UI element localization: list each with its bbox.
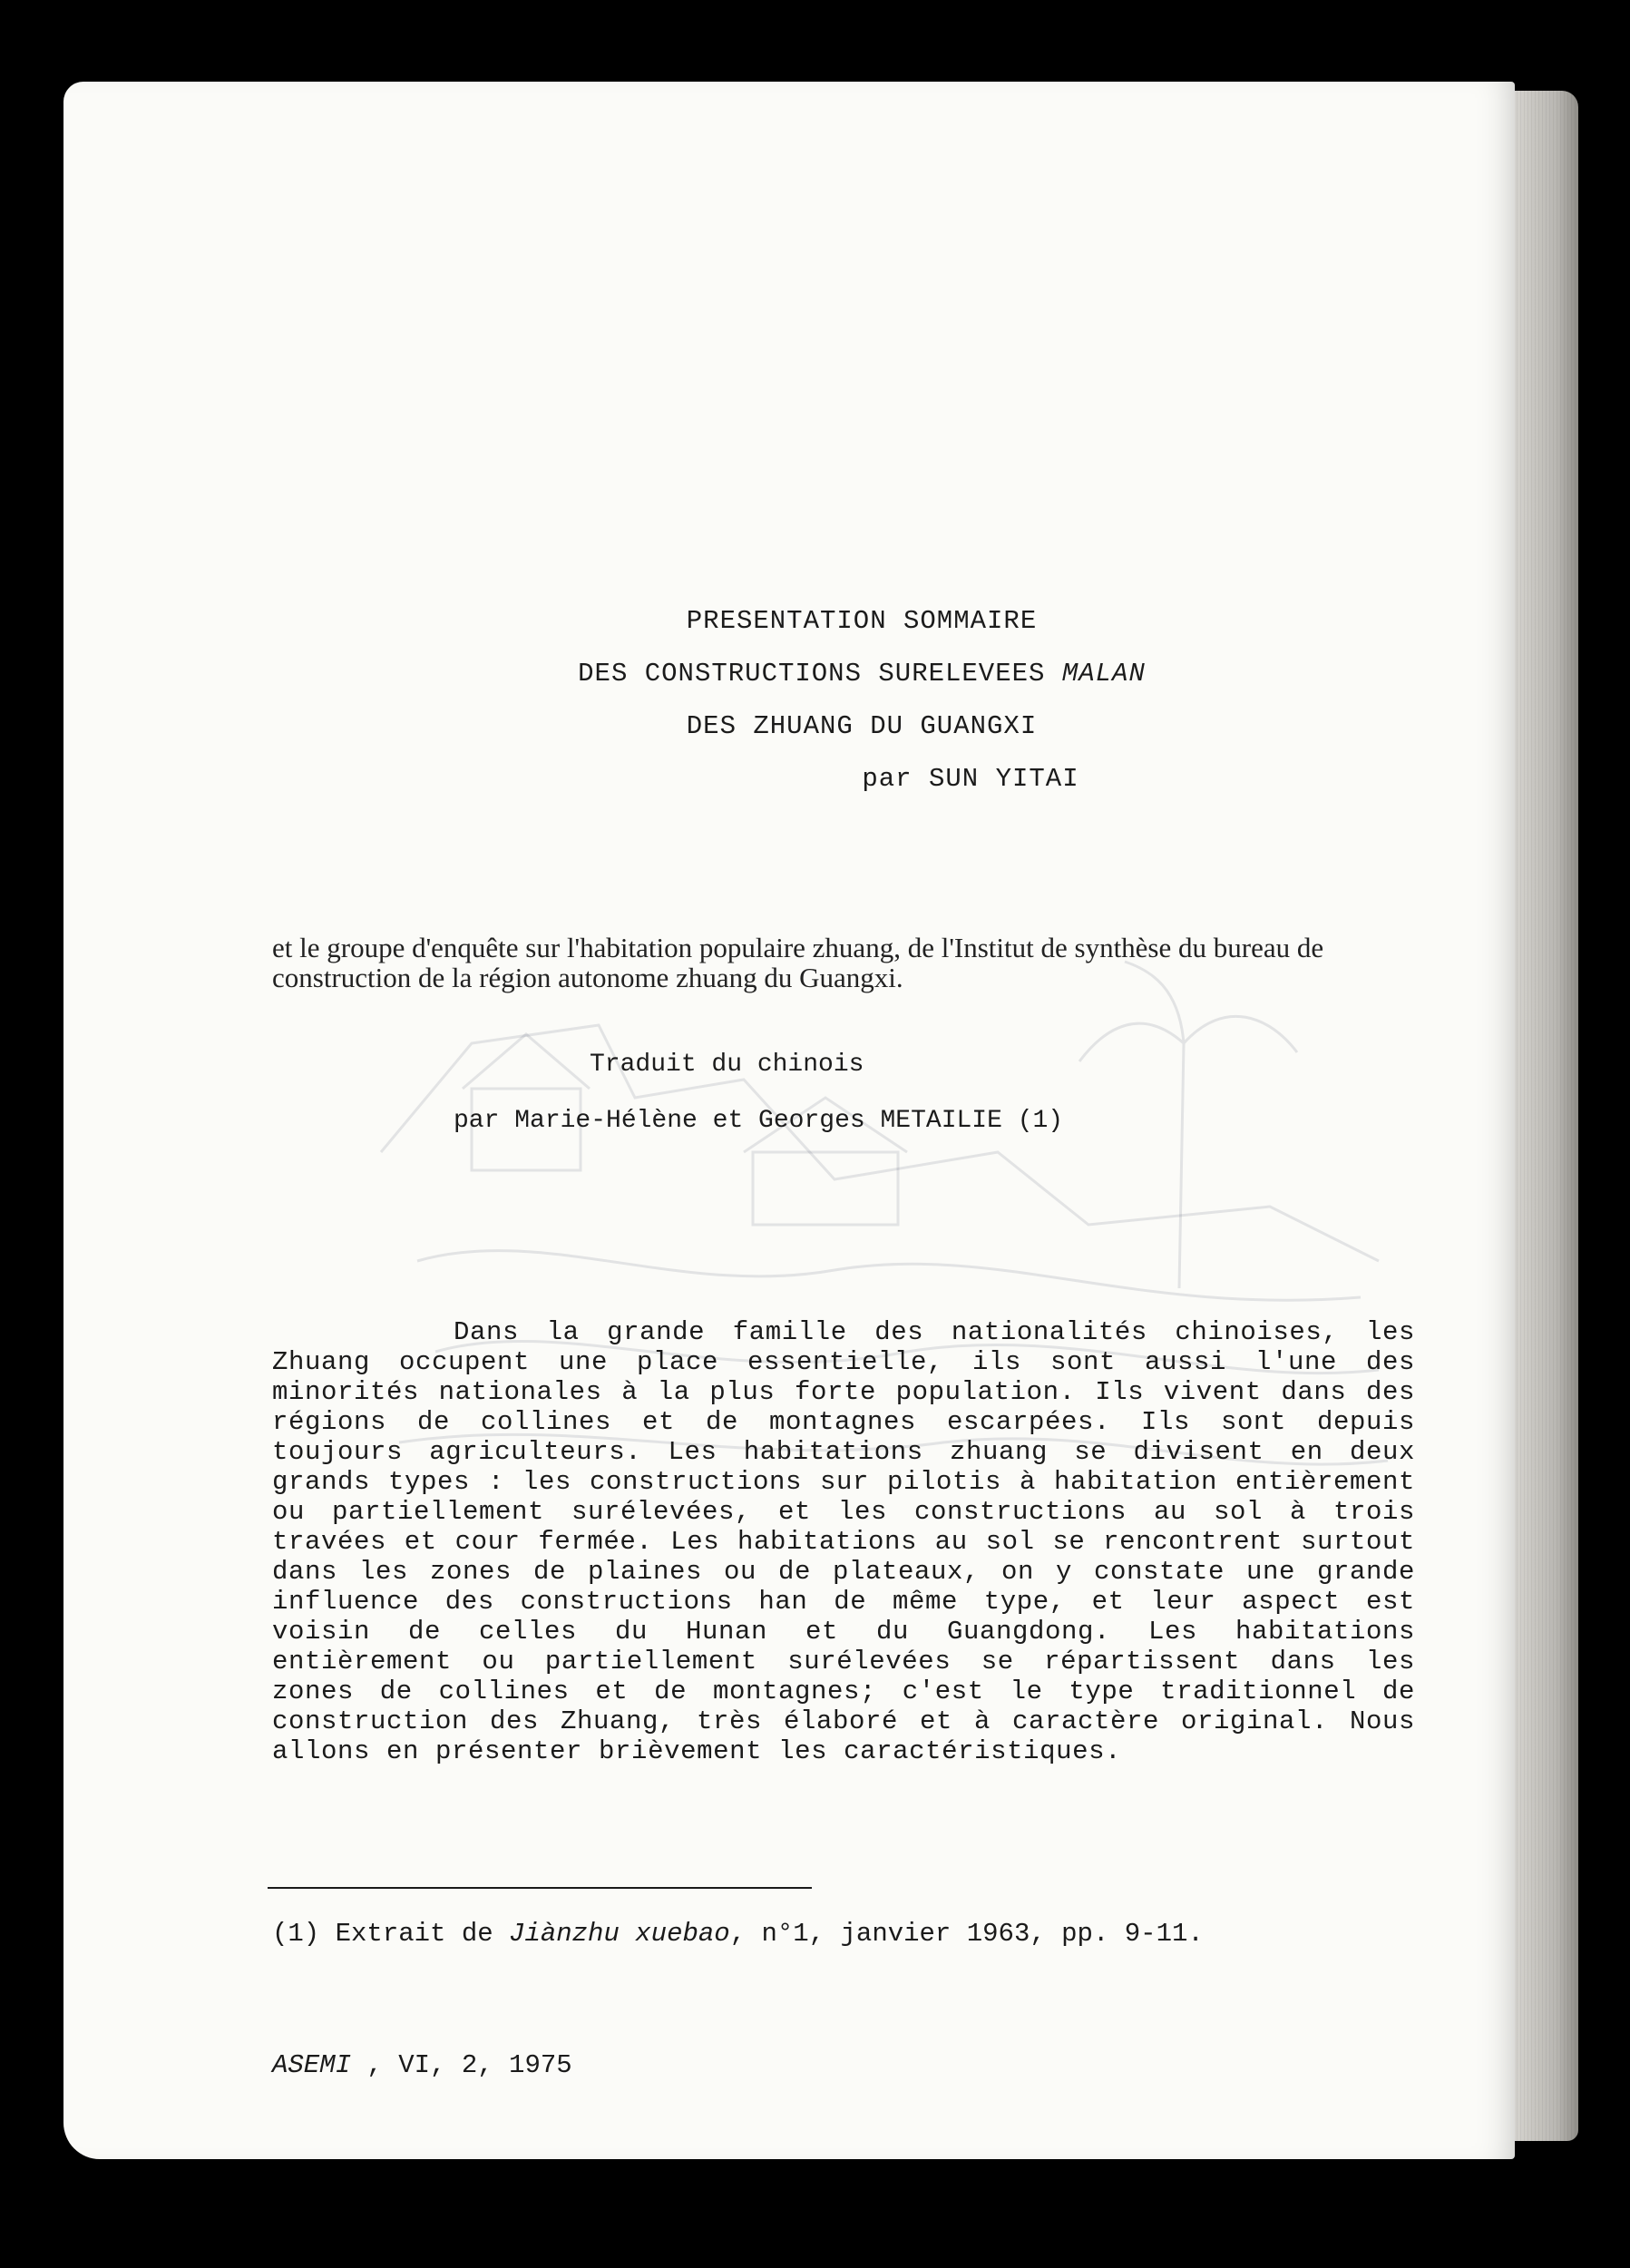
article-title-line2 — [63, 659, 1515, 689]
footnote — [272, 1919, 1204, 1949]
article-title-malan: MALAN — [1061, 659, 1146, 689]
document-page — [63, 82, 1515, 2159]
footnote-suffix: , n°1, janvier 1963, pp. 9-11. — [729, 1919, 1204, 1949]
footnote-journal-title: Jiànzhu xuebao — [509, 1919, 730, 1949]
translation-note: Traduit du chinois — [590, 1051, 864, 1079]
footnote-prefix: (1) Extrait de — [272, 1919, 510, 1949]
journal-citation — [272, 2050, 572, 2080]
article-author: par SUN YITAI — [862, 764, 1079, 794]
author-affiliation: et le groupe d'enquête sur l'habitation populaire zhuang, de l'Institut de synthèse du bureau de construction de la région autonome zhuang du Guangxi. — [272, 932, 1324, 993]
journal-issue: , VI, 2, 1975 — [351, 2050, 572, 2080]
article-title-line2-text: DES CONSTRUCTIONS SURELEVEES — [578, 659, 1062, 689]
footnote-divider — [268, 1887, 812, 1889]
bleed-through-background — [200, 336, 1424, 2059]
article-title-line1: PRESENTATION SOMMAIRE — [686, 606, 1038, 636]
journal-name: ASEMI — [272, 2050, 352, 2080]
article-title-line3: DES ZHUANG DU GUANGXI — [686, 711, 1038, 741]
translators: par Marie-Hélène et Georges METAILIE (1) — [454, 1107, 1064, 1135]
main-paragraph: Dans la grande famille des nationalités chinoises, les Zhuang occupent une place essentielle, ils sont aussi l'une des minorités nationales à la plus forte population. Ils vivent dans des régions de collines et de montagnes escarpées. Ils sont depuis toujours agriculteurs. Les habitations zhuang se divisent en deux grands types : les constructions sur pilotis à habitation entièrement ou partiellement surélevées, et les constructions au sol à trois travées et cour fermée. Les habitations au sol se rencontrent surtout dans les zones de plaines ou de plateaux, on y constate une grande influence des constructions han de même type, et leur aspect est voisin de celles du Hunan et du Guangdong. Les habitations entièrement ou partiellement surélevées se répartissent dans les zones de collines et de montagnes; c'est le type traditionnel de construction des Zhuang, très élaboré et à caractère original. Nous allons en présenter brièvement les caractéristiques. — [272, 1317, 1415, 1766]
